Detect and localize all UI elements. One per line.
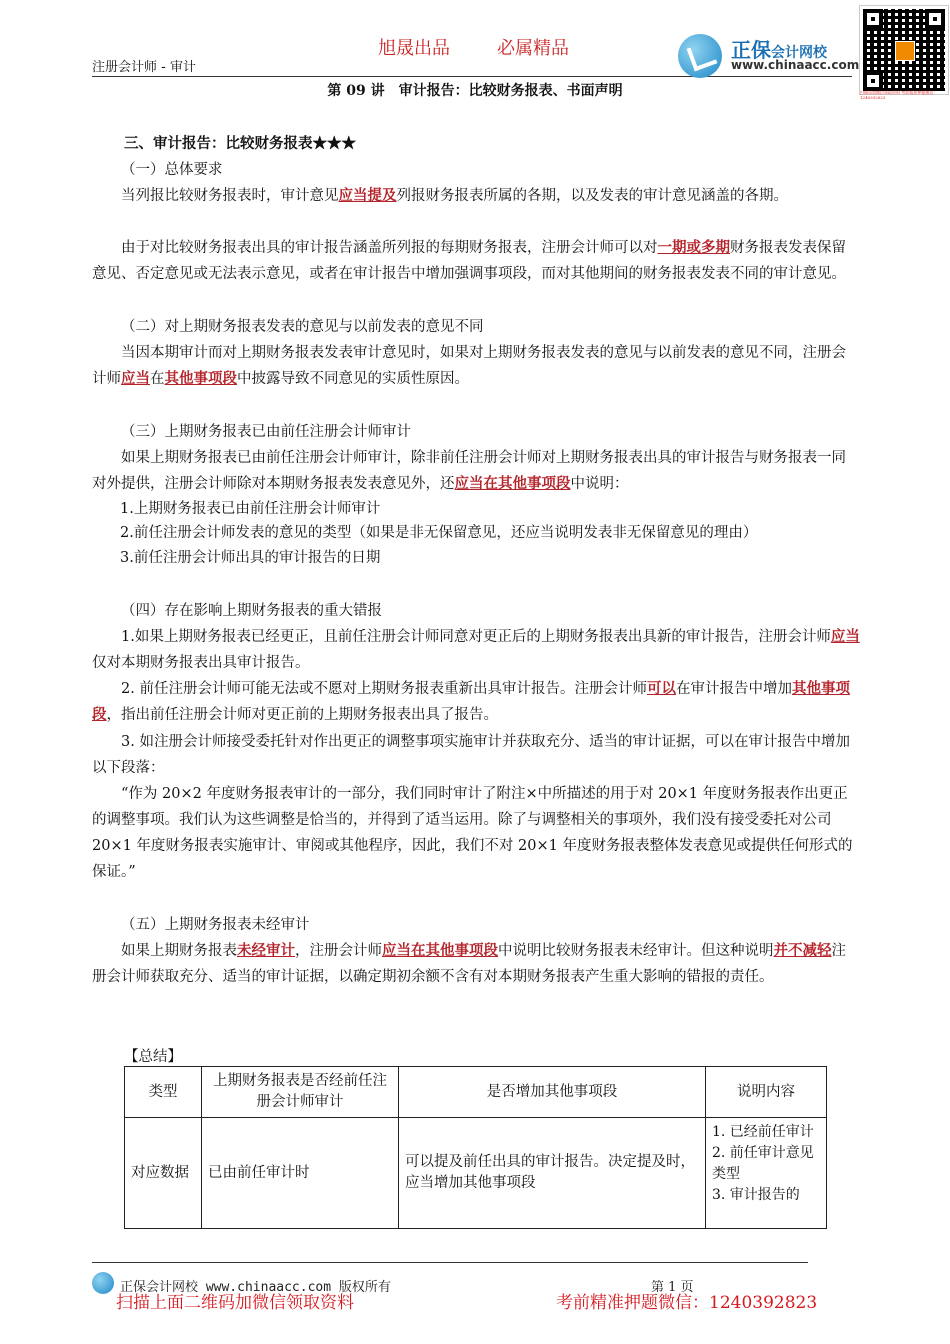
paragraph-9 bbox=[92, 938, 860, 990]
promo-text-2: 必属精品 bbox=[497, 38, 569, 59]
text: 如果上期财务报表 bbox=[121, 943, 237, 959]
text: 财务报表发表保留意见、否定意见或无法表示意见，或者在审计报告中增加强调事项段，而对其他期间的财务报表发表不同的审计意见。 bbox=[92, 240, 846, 282]
text: 当因本期审计而对上期财务报表发表审计意见时，如果对上期财务报表发表的意见与以前发表的意见不同，注册会计师 bbox=[92, 345, 846, 387]
text: ，指出前任注册会计师对更正前的上期财务报表出具了报告。 bbox=[106, 707, 498, 723]
highlight: 应当在其他事项段 bbox=[454, 475, 571, 492]
table-cell bbox=[706, 1118, 827, 1229]
text: 在审计报告中增加 bbox=[675, 681, 792, 697]
footer-promo-left: 扫描上面二维码加微信领取资料 bbox=[116, 1293, 354, 1313]
summary-table bbox=[124, 1066, 827, 1229]
table-cell: 对应数据 bbox=[125, 1118, 202, 1229]
list-item: 2.前任注册会计师发表的意见的类型（如果是非无保留意见，还应当说明发表非无保留意见的理由） bbox=[120, 525, 758, 541]
column-header: 说明内容 bbox=[706, 1067, 827, 1118]
qr-eye-icon bbox=[863, 9, 883, 29]
highlight: 应当在其他事项段 bbox=[382, 942, 498, 959]
text: 在 bbox=[150, 371, 165, 387]
paragraph-6 bbox=[92, 676, 860, 728]
table-row bbox=[125, 1118, 827, 1229]
list-item: 1. 已经前任审计 bbox=[712, 1124, 814, 1140]
highlight: 未经审计 bbox=[237, 942, 295, 959]
highlight: 并不减轻 bbox=[773, 942, 832, 959]
list-item: 3. 审计报告的 bbox=[712, 1187, 800, 1203]
list-item: 2. 前任审计意见类型 bbox=[712, 1145, 814, 1182]
text: 中说明： bbox=[570, 476, 629, 492]
summary-label: 【总结】 bbox=[124, 1049, 182, 1065]
page-number: 第 1 页 bbox=[651, 1280, 694, 1295]
table-cell: 已由前任审计时 bbox=[202, 1118, 399, 1229]
list-item: 3.前任注册会计师出具的审计报告的日期 bbox=[120, 550, 381, 566]
lecture-title: 第 09 讲 审计报告：比较财务报表、书面声明 bbox=[327, 83, 623, 99]
text: 中说明比较财务报表未经审计。但这种说明 bbox=[498, 943, 774, 959]
column-header: 上期财务报表是否经前任注册会计师审计 bbox=[202, 1067, 399, 1118]
subheading-4: （四）存在影响上期财务报表的重大错报 bbox=[121, 603, 382, 619]
footer-logo-icon bbox=[92, 1272, 114, 1294]
text: 2. 前任注册会计师可能无法或不愿对上期财务报表重新出具审计报告。注册会计师 bbox=[121, 681, 647, 697]
text: ，注册会计师 bbox=[295, 943, 382, 959]
text: 由于对比较财务报表出具的审计报告涵盖所列报的每期财务报表，注册会计师可以对 bbox=[121, 240, 658, 256]
logo-url: www.chinaacc.com bbox=[731, 58, 860, 72]
subheading-3: （三）上期财务报表已由前任注册会计师审计 bbox=[121, 424, 411, 440]
highlight: 一期或多期 bbox=[657, 239, 730, 256]
paragraph-1 bbox=[92, 183, 860, 209]
logo-name-main: 正保 bbox=[731, 38, 771, 62]
column-header: 类型 bbox=[125, 1067, 202, 1118]
footer-promo-right: 考前精准押题微信：1240392823 bbox=[556, 1293, 818, 1313]
paragraph-2 bbox=[92, 235, 860, 287]
paragraph-4 bbox=[92, 445, 860, 497]
paragraph-5 bbox=[92, 624, 860, 676]
course-name: 注册会计师 - 审计 bbox=[92, 60, 196, 75]
qr-eye-icon bbox=[925, 9, 945, 29]
subheading-5: （五）上期财务报表未经审计 bbox=[121, 917, 310, 933]
logo-name-suffix: 会计网校 bbox=[771, 45, 827, 61]
table-header-row bbox=[125, 1067, 827, 1118]
text: 1.如果上期财务报表已经更正，且前任注册会计师同意对更正后的上期财务报表出具新的审计报告，注册会计师 bbox=[121, 629, 831, 645]
text: 注册会计师获取充分、适当的审计证据，以确定期初余额不含有对本期财务报表产生重大影响的错报的责任。 bbox=[92, 943, 846, 985]
highlight: 应当提及 bbox=[338, 187, 397, 204]
subheading-2: （二）对上期财务报表发表的意见与以前发表的意见不同 bbox=[121, 319, 484, 335]
footer-copyright: 正保会计网校 www.chinaacc.com 版权所有 bbox=[120, 1280, 391, 1295]
header-divider bbox=[92, 76, 852, 77]
logo-icon bbox=[678, 34, 722, 78]
promo-text-1: 旭晟出品 bbox=[378, 38, 450, 59]
highlight: 其他事项段 bbox=[164, 370, 237, 387]
subheading-1: （一）总体要求 bbox=[121, 162, 223, 178]
footer-divider bbox=[92, 1262, 808, 1263]
quote-paragraph: “作为 20×2 年度财务报表审计的一部分，我们同时审计了附注×中所描述的用于对 20×1 年度财务报表作出更正的调整事项。我们认为这些调整是恰当的，并得到了适当运用。除了与调整相关的事项外，我们没有接受委托对公司 20×1 年度财务报表实施审计、审阅或其他程序，因此，我们不对 20×1 年度财务报表整体发表意见或提供任何形式的保证。” bbox=[92, 786, 853, 880]
section-heading: 三、审计报告：比较财务报表★★★ bbox=[124, 135, 356, 152]
text: 当列报比较财务报表时，审计意见 bbox=[121, 188, 339, 204]
highlight: 其他事项段 bbox=[92, 680, 850, 723]
text: 中披露导致不同意见的实质性原因。 bbox=[237, 371, 469, 387]
list-item: 1.上期财务报表已由前任注册会计师审计 bbox=[120, 501, 381, 517]
highlight: 可以 bbox=[646, 680, 676, 697]
highlight: 应当 bbox=[830, 628, 860, 645]
qr-logo-icon bbox=[895, 41, 915, 61]
text: 如果上期财务报表已由前任注册会计师审计，除非前任注册会计师对上期财务报表出具的审计报告与财务报表一同对外提供，注册会计师除对本期财务报表发表意见外，还 bbox=[92, 450, 846, 492]
column-header: 是否增加其他事项段 bbox=[399, 1067, 706, 1118]
paragraph-7: 3. 如注册会计师接受委托针对作出更正的调整事项实施审计并获取充分、适当的审计证据，可以在审计报告中增加以下段落： bbox=[92, 734, 850, 776]
highlight: 应当 bbox=[121, 370, 150, 387]
qr-caption: 扫描添加微信领取资料 考前精准押题微信：1240392823 bbox=[860, 90, 938, 100]
paragraph-3 bbox=[92, 340, 860, 392]
text: 仅对本期财务报表出具审计报告。 bbox=[92, 655, 310, 671]
text: 列报财务报表所属的各期，以及发表的审计意见涵盖的各期。 bbox=[396, 188, 788, 204]
table-cell: 可以提及前任出具的审计报告。决定提及时，应当增加其他事项段 bbox=[399, 1118, 706, 1229]
